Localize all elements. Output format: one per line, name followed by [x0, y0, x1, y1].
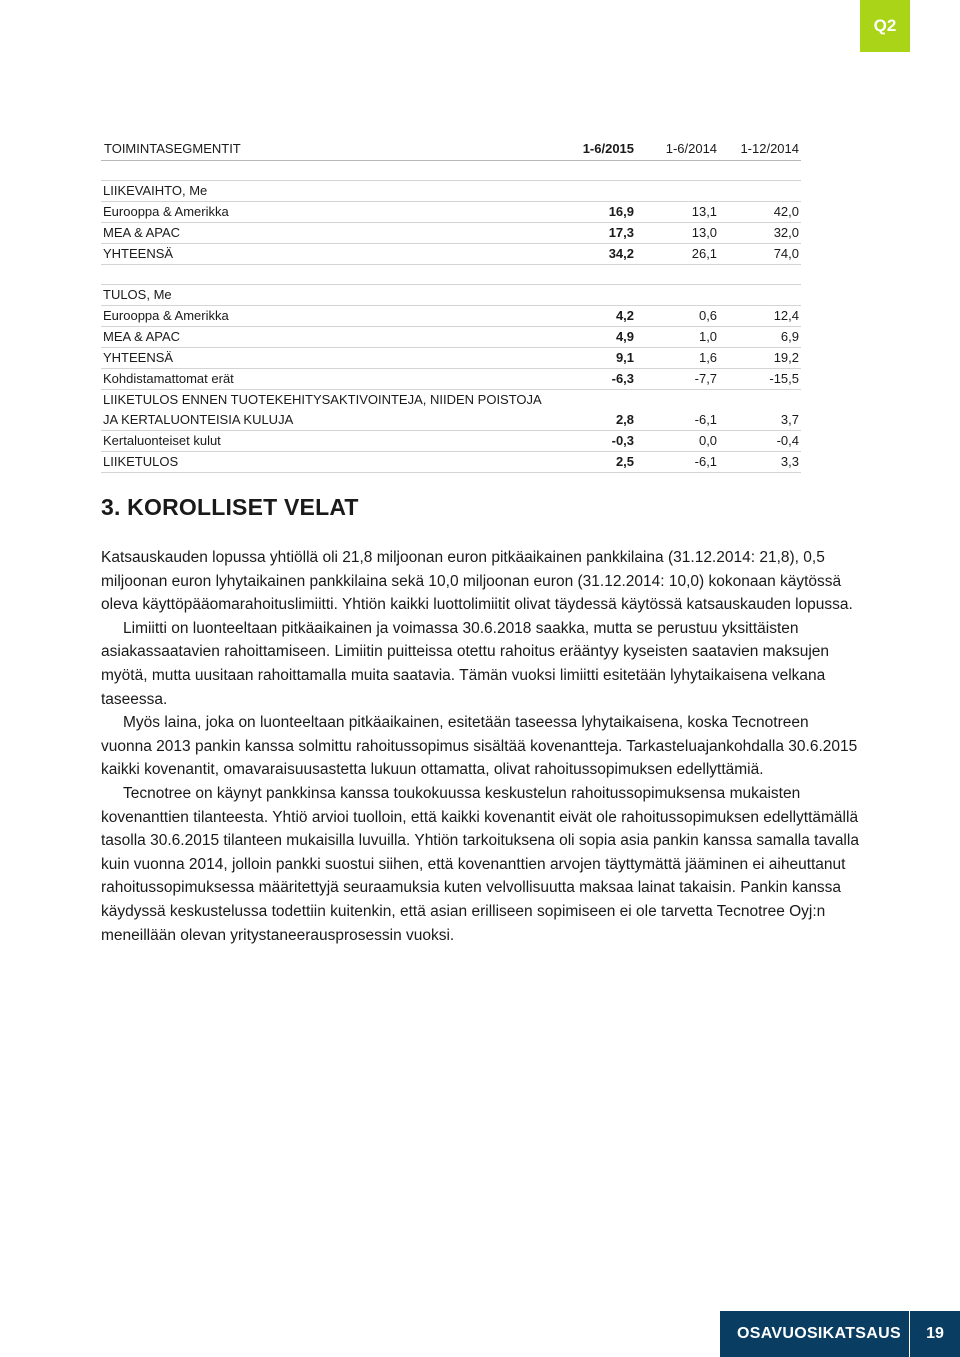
row-label: MEA & APAC [101, 327, 555, 348]
row-value-2015: 4,9 [555, 327, 636, 348]
quarter-badge: Q2 [860, 0, 910, 52]
section-heading: 3. KOROLLISET VELAT [101, 494, 359, 520]
row-value-2014h1: -6,1 [636, 452, 719, 473]
row-value-2014h1: 13,1 [636, 202, 719, 223]
row-label: YHTEENSÄ [101, 348, 555, 369]
row-value-2015: 4,2 [555, 306, 636, 327]
section-body [101, 546, 861, 947]
row-value-2015: 9,1 [555, 348, 636, 369]
row-value-2014: 32,0 [719, 223, 801, 244]
row-value-2015: -6,3 [555, 369, 636, 390]
paragraph: Katsauskauden lopussa yhtiöllä oli 21,8 miljoonan euron pitkäaikainen pankkilaina (31.12.2014: 21,8), 0,5 miljoonan euron lyhytaikainen pankkilaina sekä 10,0 miljoonan euron (31.12.2014: 10,0) kokonaan käytössä oleva käyttöpääomarahoituslimiitti. Yhtiön kaikki luottolimiitit olivat täydessä käytössä katsauskauden lopussa. [101, 549, 853, 614]
footer-title: OSAVUOSIKATSAUS [737, 1325, 901, 1342]
table-row [101, 306, 801, 327]
page-number: 19 [909, 1311, 960, 1357]
table-row [101, 244, 801, 265]
section-title-liikevaihto: LIIKEVAIHTO, Me [101, 181, 555, 202]
row-value-2014h1: 26,1 [636, 244, 719, 265]
row-value-2014: 3,3 [719, 452, 801, 473]
row-value-2015: 2,5 [555, 452, 636, 473]
row-label-line-1: LIIKETULOS ENNEN TUOTEKEHITYSAKTIVOINTEJA, NIIDEN POISTOJA [103, 392, 542, 407]
table-row [101, 202, 801, 223]
table-section-title-row [101, 181, 801, 202]
section-title-tulos: TULOS, Me [101, 285, 555, 306]
table-row [101, 327, 801, 348]
paragraph: Limiitti on luonteeltaan pitkäaikainen ja voimassa 30.6.2018 saakka, mutta se perustuu yksittäisten asiakassaatavien rahoittamiseen. Limiitin puitteissa otettu rahoitus erääntyy kyseisten saatavien maksujen myötä, mutta uusitaan rahoittamalla muita saatavia. Tämän vuoksi limiitti esitetään lyhytaikaisena velkana taseessa. [101, 619, 830, 708]
row-value-2014: 12,4 [719, 306, 801, 327]
table-header-row [101, 138, 801, 161]
row-value-2015: 34,2 [555, 244, 636, 265]
row-value-2015: 16,9 [555, 202, 636, 223]
table-spacer-row [101, 265, 801, 285]
row-value-2014h1: 0,0 [636, 431, 719, 452]
row-label: Eurooppa & Amerikka [101, 306, 555, 327]
table-header-cell: 1-6/2014 [636, 138, 719, 161]
table-section-title-row [101, 285, 801, 306]
table-row [101, 390, 801, 411]
row-value-2014h1: -6,1 [636, 410, 719, 431]
row-value-2014: -0,4 [719, 431, 801, 452]
table-spacer-row [101, 161, 801, 181]
table-row [101, 369, 801, 390]
table-header-cell: 1-12/2014 [719, 138, 801, 161]
row-value-2014: -15,5 [719, 369, 801, 390]
row-value-2014h1: 1,0 [636, 327, 719, 348]
row-value-2014: 74,0 [719, 244, 801, 265]
row-label: Eurooppa & Amerikka [101, 202, 555, 223]
row-value-2015: 2,8 [555, 410, 636, 431]
footer-bar [720, 1311, 960, 1357]
row-value-2014: 6,9 [719, 327, 801, 348]
row-label: LIIKETULOS [101, 452, 555, 473]
table-row [101, 431, 801, 452]
row-label: MEA & APAC [101, 223, 555, 244]
row-label: Kertaluonteiset kulut [101, 431, 555, 452]
row-value-2014: 42,0 [719, 202, 801, 223]
paragraph: Tecnotree on käynyt pankkinsa kanssa toukokuussa keskustelun rahoitussopimuksensa mukaisten kovenanttien tilanteesta. Yhtiö arvioi tuolloin, että kaikki kovenantit eivät ole rahoitussopimuksen edellyttämällä tasolla 30.6.2015 tilanteen mukaisilla luvuilla. Yhtiön tarkoituksena oli sopia asia pankin kanssa samalla tavalla kuin vuonna 2014, jolloin pankki suostui siihen, että kovenanttien arvojen täyttymättä jääminen ei aiheuttanut rahoitussopimuksessa määritettyjä seuraamuksia kuten velvollisuutta maksaa lainat takaisin. Pankin kanssa käydyssä keskustelussa todettiin kuitenkin, että asian erilliseen sopimiseen ei ole tarvetta Tecnotree Oyj:n meneillään olevan yritystaneerausprosessin vuoksi. [101, 784, 859, 944]
segment-table [101, 138, 801, 473]
table-row [101, 348, 801, 369]
row-value-2014h1: 13,0 [636, 223, 719, 244]
table-header-cell: 1-6/2015 [555, 138, 636, 161]
row-label: Kohdistamattomat erät [101, 369, 555, 390]
row-value-2014: 19,2 [719, 348, 801, 369]
row-label: JA KERTALUONTEISIA KULUJA [101, 410, 555, 431]
row-value-2015: -0,3 [555, 431, 636, 452]
table-header-cell: TOIMINTASEGMENTIT [101, 138, 555, 161]
paragraph: Myös laina, joka on luonteeltaan pitkäaikainen, esitetään taseessa lyhytaikaisena, koska Tecnotreen vuonna 2013 pankin kanssa solmittu rahoitussopimus sisältää kovenantteja. Tarkasteluajankohdalla 30.6.2015 kaikki kovenantit, omavaraisuusastetta lukuun ottamatta, olivat rahoitussopimuksen edellyttämiä. [101, 714, 858, 779]
table-row [101, 410, 801, 431]
row-value-2014h1: -7,7 [636, 369, 719, 390]
table-row [101, 223, 801, 244]
row-value-2014: 3,7 [719, 410, 801, 431]
row-label: YHTEENSÄ [101, 244, 555, 265]
row-value-2014h1: 0,6 [636, 306, 719, 327]
row-value-2014h1: 1,6 [636, 348, 719, 369]
table-row [101, 452, 801, 473]
row-value-2015: 17,3 [555, 223, 636, 244]
